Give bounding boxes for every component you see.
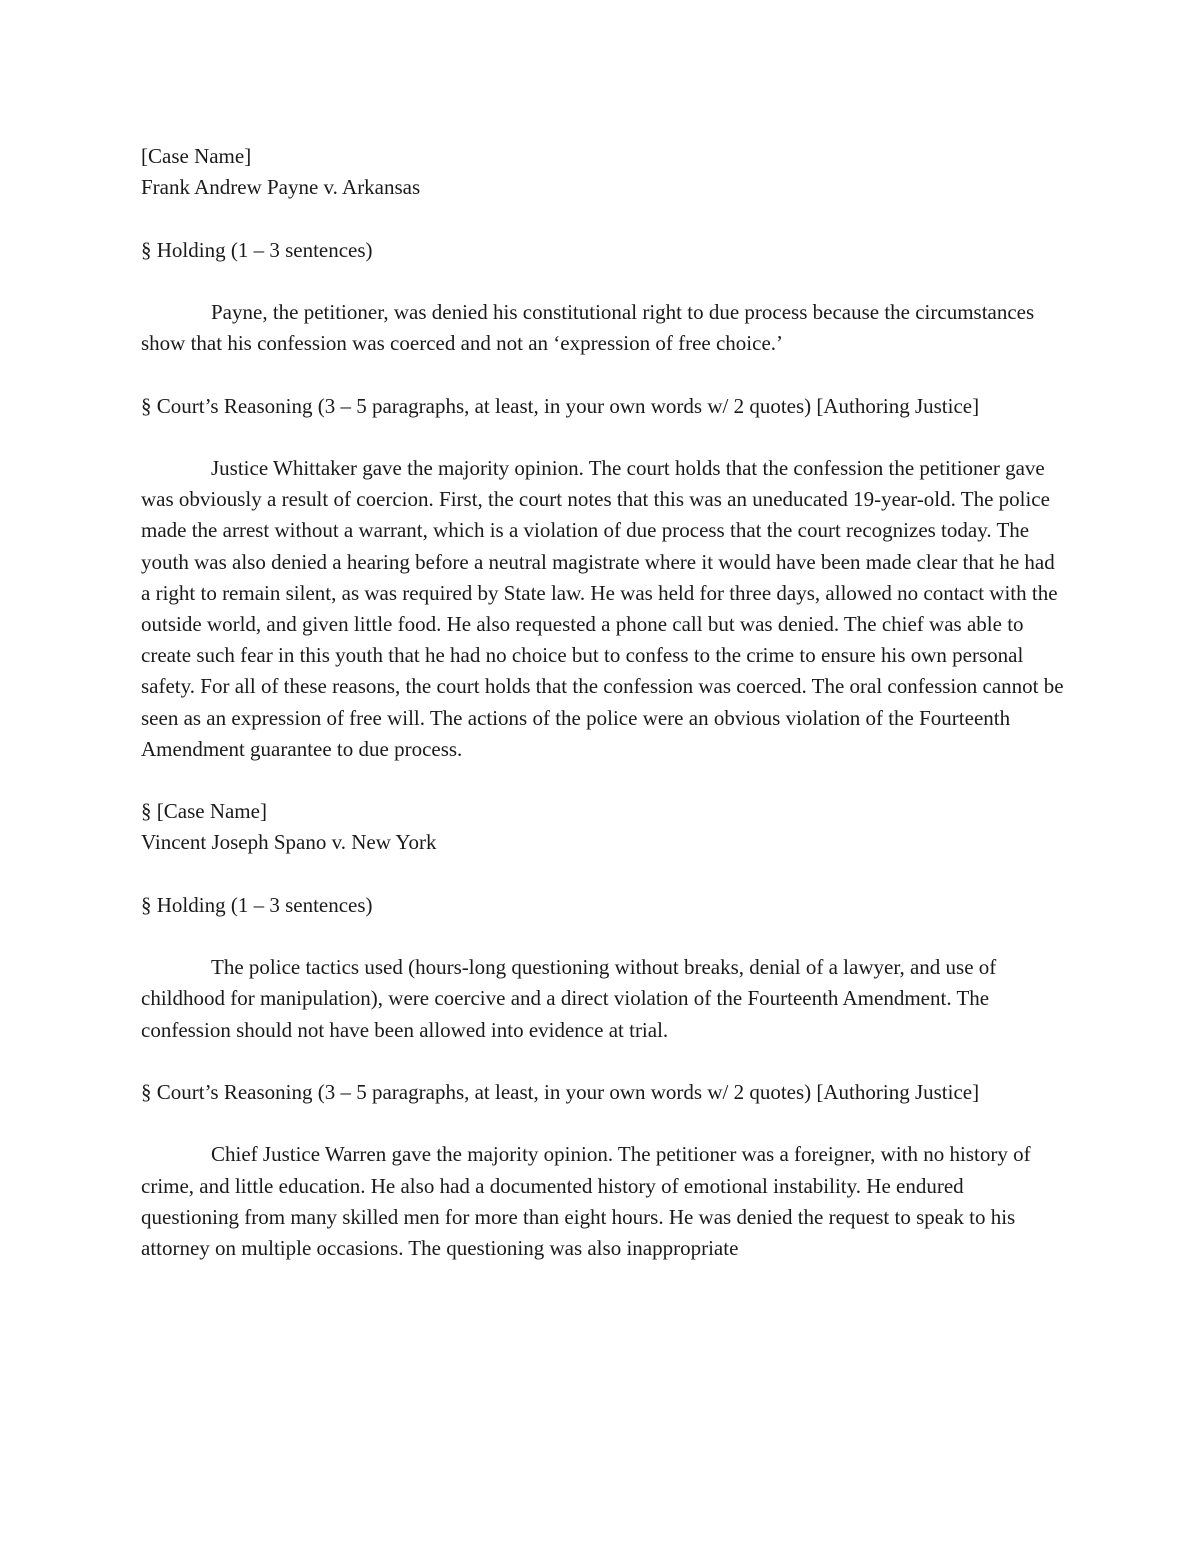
case2-reasoning-heading: § Court’s Reasoning (3 – 5 paragraphs, at least, in your own words w/ 2 quotes) [Authoring Justice]	[141, 1079, 980, 1104]
spacer	[141, 1046, 1066, 1077]
spacer	[141, 1108, 1066, 1139]
case1-holding-text: Payne, the petitioner, was denied his constitutional right to due process because the circumstances show that his confession was coerced and not an ‘expression of free choice.’	[141, 299, 1035, 356]
spacer	[141, 203, 1066, 234]
case2-name: Vincent Joseph Spano v. New York	[141, 830, 437, 855]
spacer	[141, 266, 1066, 297]
case2-reasoning-text: Chief Justice Warren gave the majority opinion. The petitioner was a foreigner, with no history of crime, and little education. He also had a documented history of emotional instability. He endured questioning from many skilled men for more than eight hours. He was denied the request to speak to his attorney on multiple occasions. The questioning was also inappropriate	[141, 1142, 1031, 1260]
spacer	[141, 921, 1066, 952]
case1-reasoning-heading: § Court’s Reasoning (3 – 5 paragraphs, at least, in your own words w/ 2 quotes) [Authoring Justice]	[141, 393, 980, 418]
spacer	[141, 422, 1066, 453]
case1-label: [Case Name]	[141, 144, 252, 168]
case2-holding-text: The police tactics used (hours-long questioning without breaks, denial of a lawyer, and use of childhood for manipulation), were coercive and a direct violation of the Fourteenth Amendment. The confession should not have been allowed into evidence at trial.	[141, 955, 997, 1042]
case1-reasoning-text: Justice Whittaker gave the majority opinion. The court holds that the confession the petitioner gave was obviously a result of coercion. First, the court notes that this was an uneducated 19-year-old. The police made the arrest without a warrant, which is a violation of due process that the court recognizes today. The youth was also denied a hearing before a neutral magistrate where it would have been made clear that he had a right to remain silent, as was required by State law. He was held for three days, allowed no contact with the outside world, and given little food. He also requested a phone call but was denied. The chief was able to create such fear in this youth that he had no choice but to confess to the crime to ensure his own personal safety. For all of these reasons, the court holds that the confession was coerced. The oral confession cannot be seen as an expression of free will. The actions of the police were an obvious violation of the Fourteenth Amendment guarantee to due process.	[141, 455, 1064, 761]
document-body	[141, 141, 1066, 1264]
spacer	[141, 765, 1066, 796]
case2-label: § [Case Name]	[141, 799, 267, 824]
case2-holding-heading: § Holding (1 – 3 sentences)	[141, 892, 373, 917]
spacer	[141, 359, 1066, 390]
case1-holding-heading: § Holding (1 – 3 sentences)	[141, 237, 373, 262]
spacer	[141, 859, 1066, 890]
case1-name: Frank Andrew Payne v. Arkansas	[141, 175, 421, 200]
